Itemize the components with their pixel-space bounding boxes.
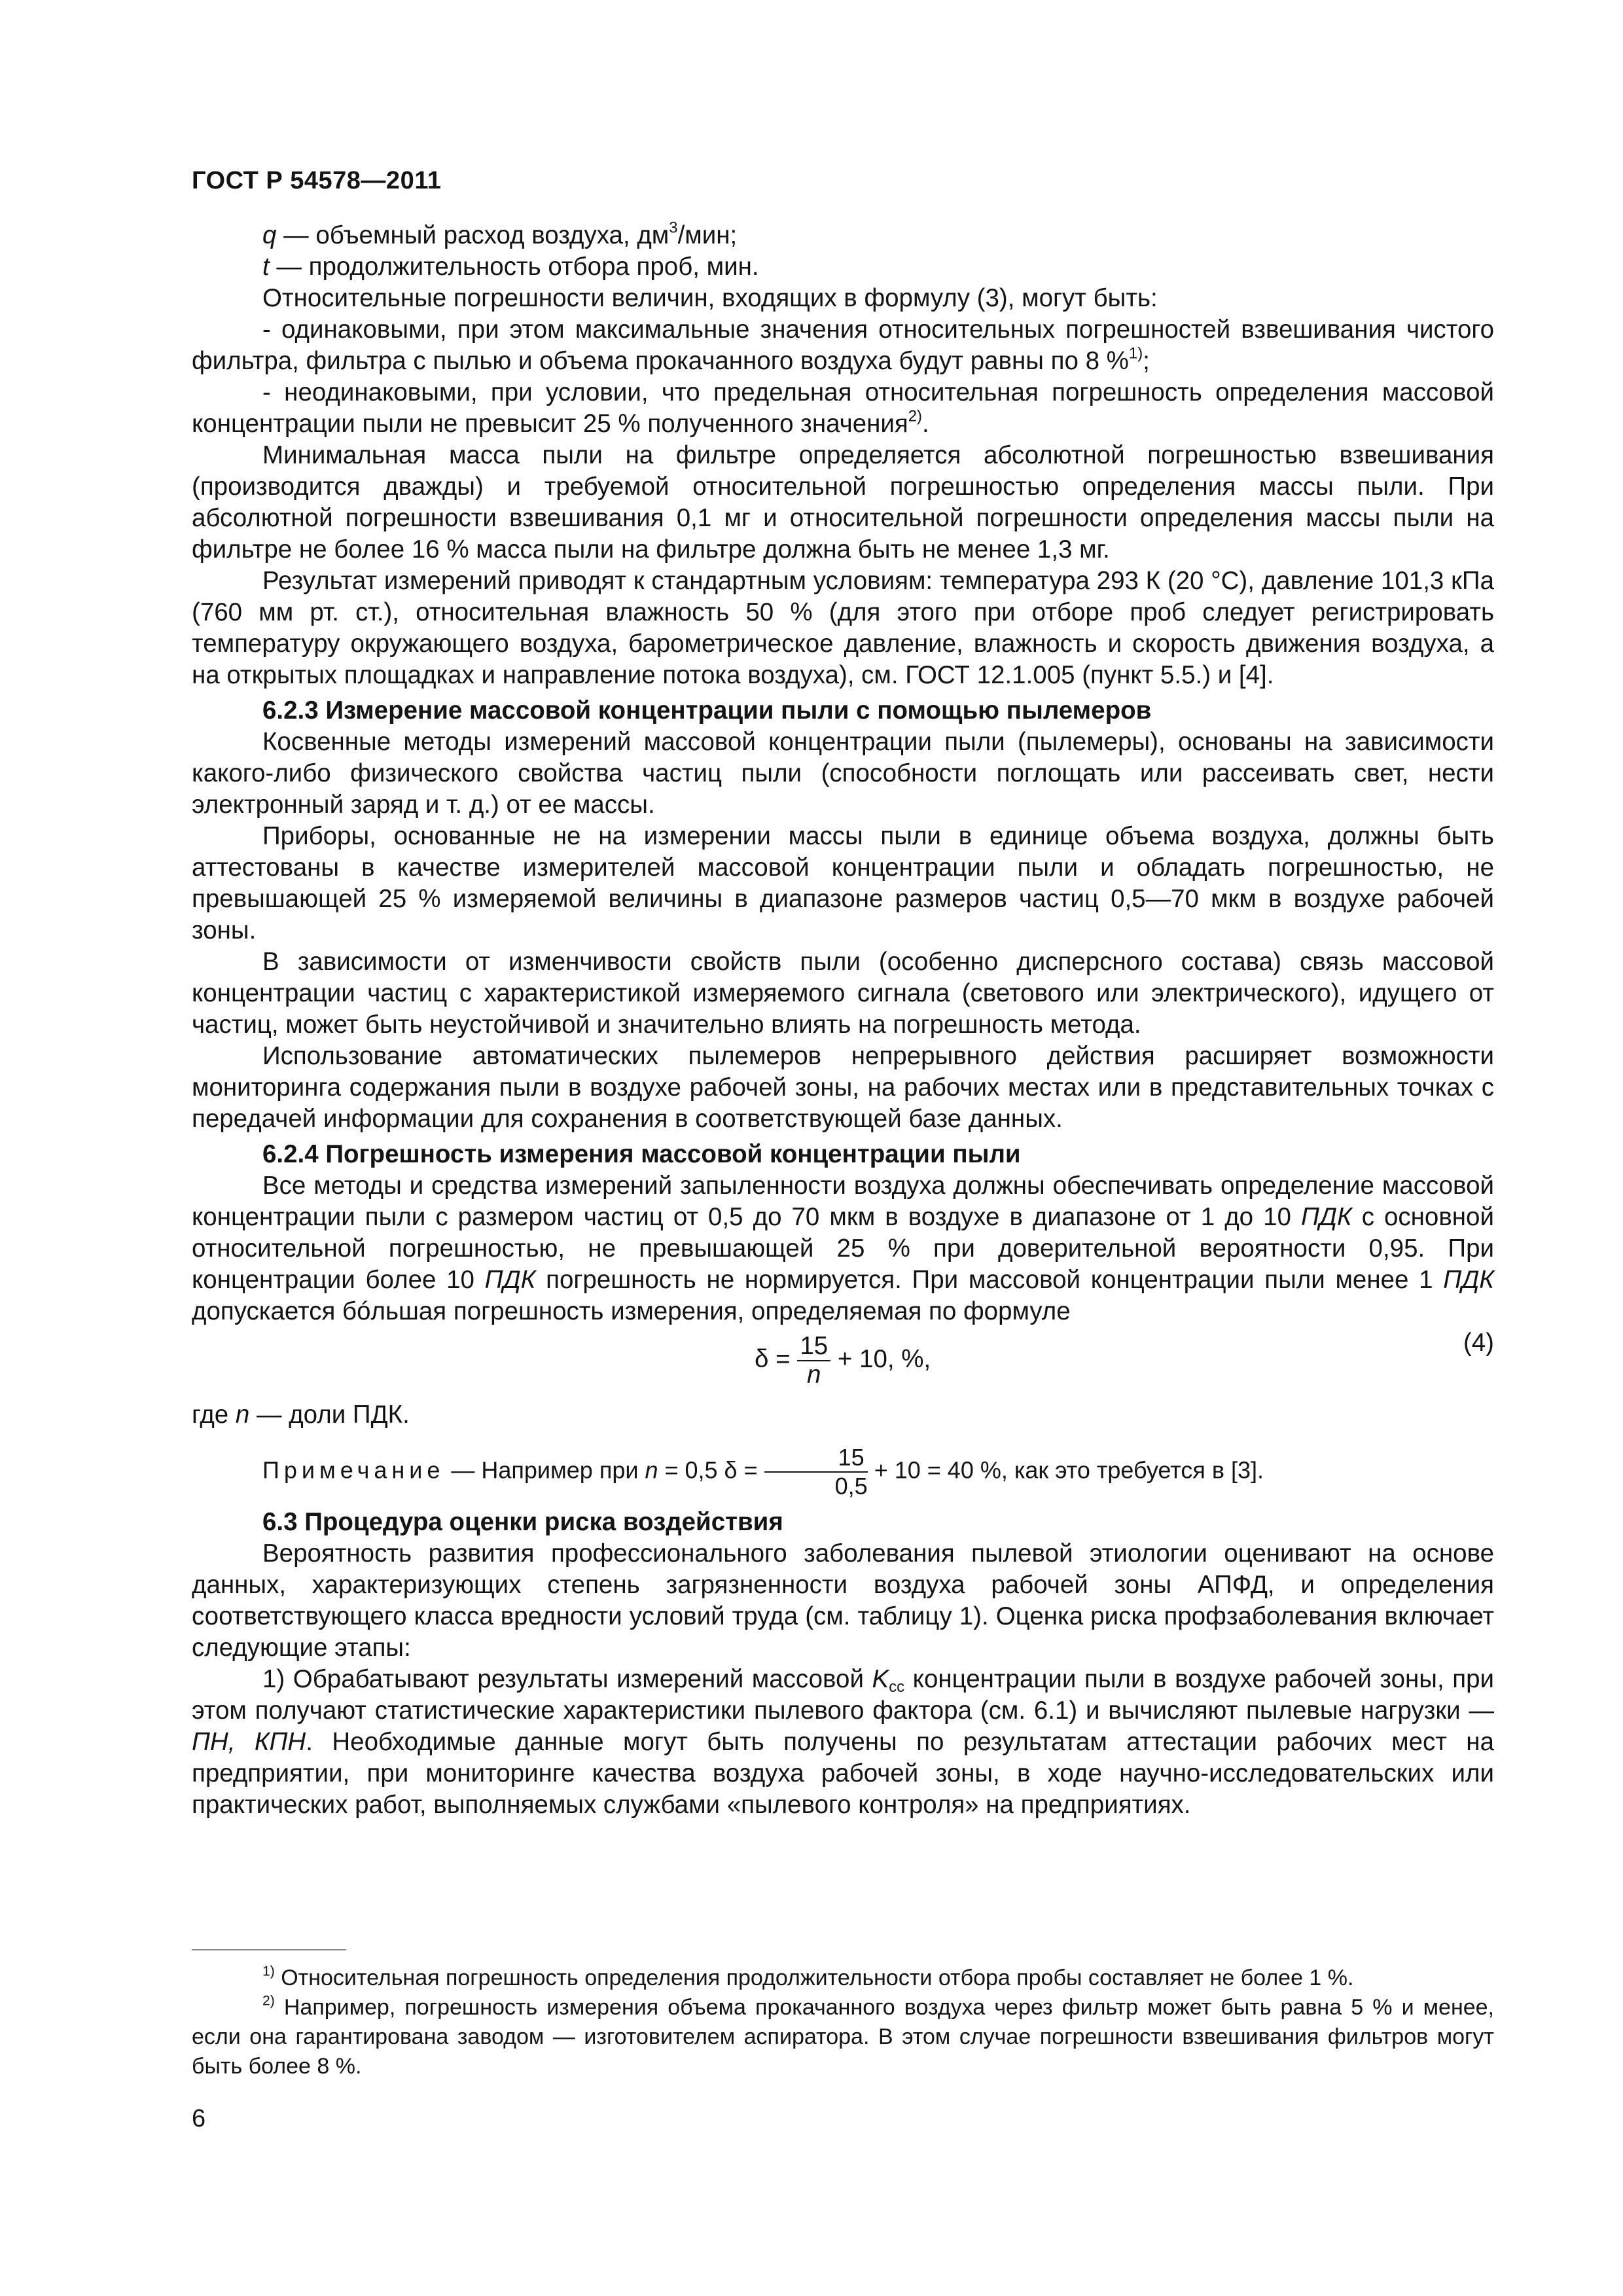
note-text: + 10 = 40 %, как это требуется в [3]. — [874, 1456, 1264, 1484]
footnote-ref: 2) — [908, 407, 922, 425]
variable-q-definition — [192, 220, 1494, 251]
note-label: Примечание — [262, 1456, 445, 1484]
fraction-numerator: 15 — [764, 1444, 868, 1473]
footnote-separator — [192, 1949, 346, 1950]
paragraph — [192, 314, 1494, 377]
page-number: 6 — [192, 2105, 206, 2132]
paragraph — [192, 377, 1494, 440]
paragraph: Вероятность развития профессионального заболевания пылевой этиологии оценивают на основе данных, характеризующих степень загрязненности воздуха рабочей зоны АПФД, и определения соответствующего класса вредности условий труда (см. таблицу 1). Оценка риска профзаболевания включает следующие этапы: — [192, 1539, 1494, 1662]
italic-term: ПН, КПН — [192, 1728, 306, 1756]
italic-term: ПДК — [484, 1266, 536, 1294]
paragraph-text: погрешность не нормируется. При массовой концентрации пыли менее 1 — [535, 1266, 1444, 1294]
note — [192, 1444, 1494, 1503]
paragraph-text: Все методы и средства измерений запыленности воздуха должны обеспечивать определение массовой концентрации пыли с размером частиц от 0,5 до 70 мкм в воздухе в диапазоне от 1 до 10 — [192, 1172, 1494, 1231]
note-text: — Например при — [444, 1456, 645, 1484]
footnote-ref: 1) — [1128, 344, 1143, 363]
paragraph: Использование автоматических пылемеров непрерывного действия расширяет возможности мониторинга содержания пыли в воздухе рабочей зоны, на рабочих местах или в представительных точках с передачей информации для сохранения в соответствующей базе данных. — [192, 1042, 1494, 1133]
main-text — [192, 220, 1494, 1821]
fraction — [797, 1333, 830, 1389]
formula-expression — [755, 1333, 931, 1389]
formula-lhs: δ = — [755, 1345, 791, 1374]
paragraph-text: ; — [1143, 347, 1150, 375]
footnote-text: Относительная погрешность определения продолжительности отбора пробы составляет не более 1 %. — [274, 1965, 1354, 1990]
paragraph-text: - неодинаковыми, при условии, что предельная относительная погрешность определения массовой концентрации пыли не превысит 25 % полученного значения — [192, 378, 1494, 438]
footnote-1 — [192, 1964, 1494, 1993]
var-symbol: q — [262, 221, 277, 249]
paragraph-text: концентрации пыли в воздухе рабочей зоны, при этом получают статистические характеристики пылевого фактора (см. 6.1) и вычисляют пылевые нагрузки — — [192, 1665, 1494, 1725]
paragraph: Результат измерений приводят к стандартным условиям: температура 293 К (20 °С), давление 101,3 кПа (760 мм рт. ст.), относительная влажность 50 % (для этого при отборе проб следует регистрировать температуру окружающего воздуха, барометрическое давление, влажность и скорость движения воздуха, а на открытых площадках и направление потока воздуха), см. ГОСТ 12.1.005 (пункт 5.5.) и [4]. — [192, 567, 1494, 689]
superscript: 3 — [669, 219, 678, 237]
var-symbol: n — [645, 1456, 658, 1484]
paragraph — [192, 1664, 1494, 1821]
paragraph-text: . Необходимые данные могут быть получены по результатам аттестации рабочих мест на предприятии, при мониторинге качества воздуха рабочей зоны, в ходе научно-исследовательских или практических работ, выполняемых службами «пылевого контроля» на предприятиях. — [192, 1728, 1494, 1819]
note-fraction — [764, 1444, 868, 1500]
section-heading-6-2-4: 6.2.4 Погрешность измерения массовой концентрации пыли — [262, 1140, 1021, 1168]
italic-term: ПДК — [1443, 1266, 1494, 1294]
var-text: /мин; — [677, 221, 738, 249]
paragraph-text: — доли ПДК. — [249, 1401, 410, 1429]
section-heading-6-2-3: 6.2.3 Измерение массовой концентрации пыли с помощью пылемеров — [262, 696, 1152, 725]
var-symbol: K — [872, 1665, 889, 1693]
fraction-numerator: 15 — [797, 1333, 830, 1361]
paragraph-text: 1) Обрабатывают результаты измерений массовой — [262, 1665, 872, 1693]
footnote-text: Например, погрешность измерения объема прокачанного воздуха через фильтр может быть равна 5 % и менее, если она гарантирована заводом — изготовителем аспиратора. В этом случае погрешности взвешивания фильтров могут быть более 8 %. — [192, 1995, 1494, 2079]
formula-rhs: + 10, %, — [837, 1345, 931, 1374]
note-text: = 0,5 δ = — [658, 1456, 758, 1484]
where-clause — [192, 1399, 1494, 1431]
paragraph — [192, 1170, 1494, 1327]
footnote-mark: 2) — [262, 1993, 275, 2009]
paragraph-text: где — [192, 1401, 236, 1429]
var-symbol: t — [262, 253, 270, 281]
paragraph: В зависимости от изменчивости свойств пыли (особенно дисперсного состава) связь массовой концентрации частиц с характеристикой измеряемого сигнала (светового или электрического), идущего от частиц, может быть неустойчивой и значительно влиять на погрешность метода. — [192, 948, 1494, 1039]
paragraph: Минимальная масса пыли на фильтре определяется абсолютной погрешностью взвешивания (производится дважды) и требуемой относительной погрешностью определения массы пыли. При абсолютной погрешности взвешивания 0,1 мг и относительной погрешности определения массы пыли на фильтре не более 16 % масса пыли на фильтре должна быть не менее 1,3 мг. — [192, 441, 1494, 564]
paragraph: Косвенные методы измерений массовой концентрации пыли (пылемеры), основаны на зависимости какого-либо физического свойства частиц пыли (способности поглощать или рассеивать свет, нести электронный заряд и т. д.) от ее массы. — [192, 728, 1494, 819]
footnote-2 — [192, 1993, 1494, 2081]
section-heading-6-3: 6.3 Процедура оценки риска воздействия — [262, 1508, 783, 1536]
paragraph: Приборы, основанные не на измерении массы пыли в единице объема воздуха, должны быть аттестованы в качестве измерителей массовой концентрации пыли и обладать погрешностью, не превышающей 25 % измеряемой величины в диапазоне размеров частиц 0,5—70 мкм в воздухе рабочей зоны. — [192, 822, 1494, 944]
paragraph-text: . — [921, 410, 929, 438]
fraction-denominator: n — [807, 1361, 821, 1389]
variable-t-definition — [192, 251, 1494, 283]
italic-term: ПДК — [1300, 1203, 1352, 1231]
subscript: сс — [889, 1678, 905, 1696]
var-symbol: n — [235, 1401, 250, 1429]
formula-4 — [192, 1327, 1494, 1393]
paragraph-text: допускается бóльшая погрешность измерения, определяемая по формуле — [192, 1297, 1071, 1325]
paragraph-text: - одинаковыми, при этом максимальные значения относительных погрешностей взвешивания чистого фильтра, фильтра с пылью и объема прокачанного воздуха будут равны по 8 % — [192, 315, 1494, 375]
fraction-denominator: 0,5 — [834, 1473, 868, 1499]
paragraph: Относительные погрешности величин, входящих в формулу (3), могут быть: — [262, 284, 1158, 312]
footnotes — [192, 1964, 1494, 2081]
formula-number: (4) — [1463, 1329, 1494, 1357]
paragraph-text: с основной относительной погрешностью, не превышающей 25 % при доверительной вероятности 0,95. При концентрации более 10 — [192, 1203, 1494, 1294]
var-text: — объемный расход воздуха, дм — [276, 221, 669, 249]
document-code-header: ГОСТ Р 54578—2011 — [192, 167, 442, 194]
var-text: — продолжительность отбора проб, мин. — [269, 253, 759, 281]
footnote-mark: 1) — [262, 1964, 275, 1979]
